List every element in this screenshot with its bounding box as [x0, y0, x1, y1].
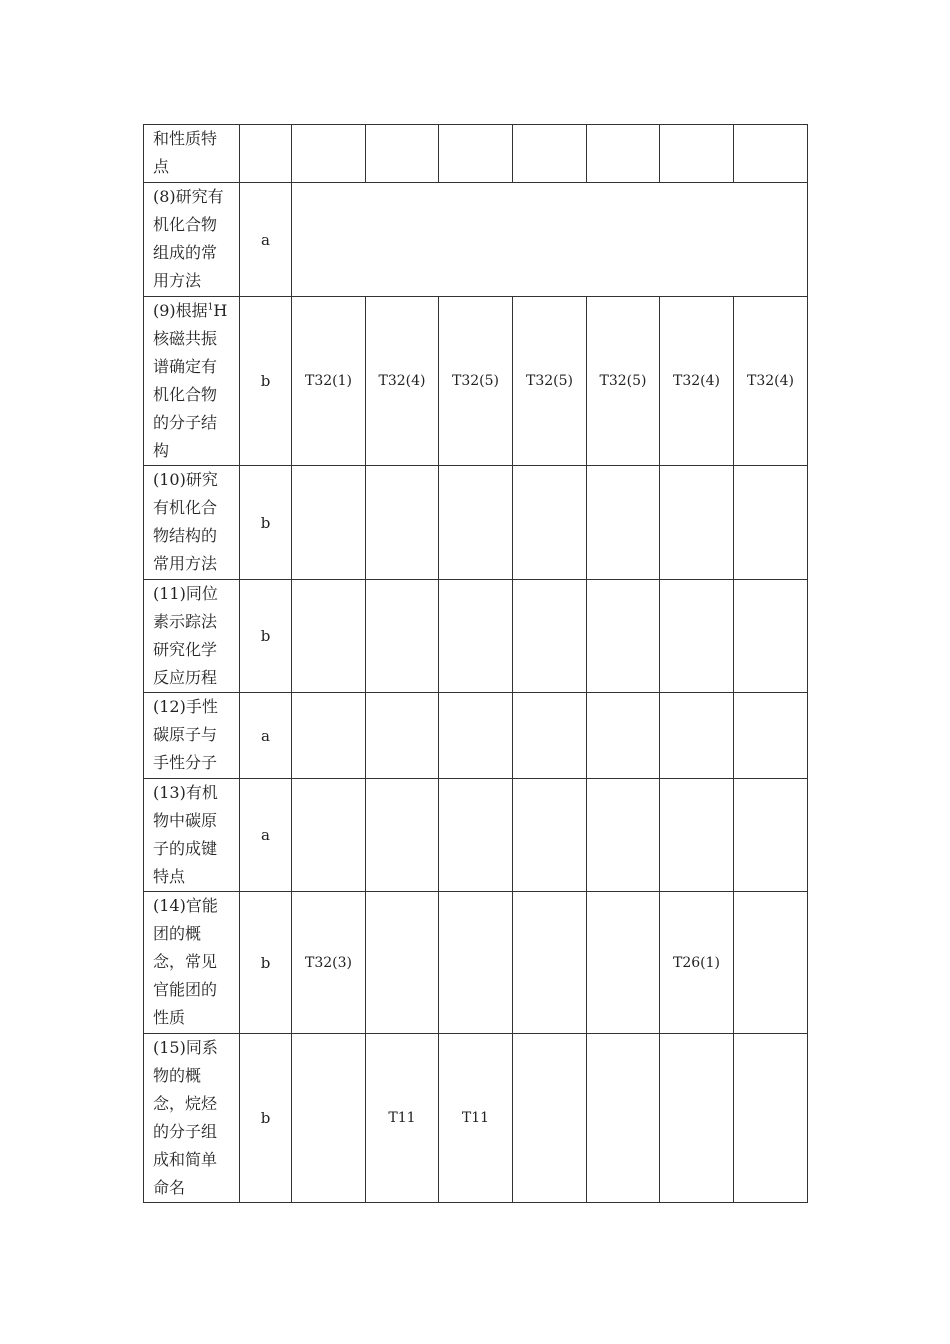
- item-cell: [587, 580, 660, 693]
- item-cell: [292, 580, 366, 693]
- table-row: [144, 125, 808, 183]
- topic-cell: (11)同位素示踪法研究化学反应历程: [144, 580, 240, 693]
- item-cell: [439, 693, 513, 779]
- item-cell: [366, 466, 439, 580]
- item-cell: [292, 779, 366, 892]
- level-cell: a: [240, 693, 292, 779]
- item-cell: [587, 693, 660, 779]
- item-cell: [513, 125, 587, 183]
- level-cell: [240, 125, 292, 183]
- item-cell: [660, 466, 734, 580]
- table-row: [144, 693, 808, 779]
- item-cell: [366, 892, 439, 1034]
- item-cell: [734, 580, 808, 693]
- topic-text: H核磁共振谱确定有机化合物的分子结构: [153, 301, 228, 460]
- item-cell: [366, 779, 439, 892]
- item-cell: [513, 892, 587, 1034]
- isotope-superscript: 1: [207, 302, 214, 313]
- item-cell: T32(3): [292, 892, 366, 1034]
- item-cell: [734, 693, 808, 779]
- item-cell: [513, 693, 587, 779]
- item-cell: [366, 580, 439, 693]
- item-cell: [513, 466, 587, 580]
- item-cell: T32(4): [660, 297, 734, 466]
- item-cell: T32(5): [439, 297, 513, 466]
- topic-cell: (13)有机物中碳原子的成键特点: [144, 779, 240, 892]
- empty-span-cell: [292, 183, 808, 297]
- table-row: [144, 1034, 808, 1203]
- item-cell: [292, 1034, 366, 1203]
- item-cell: [439, 892, 513, 1034]
- item-cell: [660, 1034, 734, 1203]
- level-cell: b: [240, 580, 292, 693]
- table-row: [144, 183, 808, 297]
- item-cell: [660, 580, 734, 693]
- item-cell: [587, 1034, 660, 1203]
- item-cell: T26(1): [660, 892, 734, 1034]
- item-cell: [439, 580, 513, 693]
- level-cell: b: [240, 466, 292, 580]
- table-row: [144, 580, 808, 693]
- topic-cell: (15)同系物的概念，烷烃的分子组成和简单命名: [144, 1034, 240, 1203]
- table-row: [144, 892, 808, 1034]
- item-cell: T32(5): [587, 297, 660, 466]
- topic-cell: 和性质特点: [144, 125, 240, 183]
- table-row: [144, 779, 808, 892]
- item-cell: [660, 779, 734, 892]
- item-cell: [439, 466, 513, 580]
- item-cell: T32(4): [366, 297, 439, 466]
- item-cell: [587, 125, 660, 183]
- item-cell: T11: [439, 1034, 513, 1203]
- topic-text: (9)根据: [153, 301, 208, 320]
- item-cell: [513, 779, 587, 892]
- item-cell: T32(4): [734, 297, 808, 466]
- exam-topic-table: [143, 124, 808, 1203]
- item-cell: [513, 580, 587, 693]
- level-cell: b: [240, 1034, 292, 1203]
- item-cell: [292, 466, 366, 580]
- item-cell: [660, 693, 734, 779]
- item-cell: T32(5): [513, 297, 587, 466]
- item-cell: [734, 779, 808, 892]
- item-cell: [587, 779, 660, 892]
- table-row: [144, 297, 808, 466]
- item-cell: [513, 1034, 587, 1203]
- item-cell: [587, 892, 660, 1034]
- table-row: [144, 466, 808, 580]
- item-cell: [439, 125, 513, 183]
- item-cell: [734, 1034, 808, 1203]
- item-cell: T11: [366, 1034, 439, 1203]
- topic-cell: [144, 297, 240, 466]
- topic-cell: (12)手性碳原子与手性分子: [144, 693, 240, 779]
- item-cell: T32(1): [292, 297, 366, 466]
- item-cell: [292, 125, 366, 183]
- topic-cell: (8)研究有机化合物组成的常用方法: [144, 183, 240, 297]
- item-cell: [734, 892, 808, 1034]
- item-cell: [734, 125, 808, 183]
- item-cell: [439, 779, 513, 892]
- item-cell: [734, 466, 808, 580]
- item-cell: [366, 125, 439, 183]
- level-cell: b: [240, 297, 292, 466]
- item-cell: [366, 693, 439, 779]
- topic-cell: (10)研究有机化合物结构的常用方法: [144, 466, 240, 580]
- level-cell: a: [240, 183, 292, 297]
- level-cell: a: [240, 779, 292, 892]
- item-cell: [660, 125, 734, 183]
- topic-cell: (14)官能团的概念，常见官能团的性质: [144, 892, 240, 1034]
- level-cell: b: [240, 892, 292, 1034]
- item-cell: [292, 693, 366, 779]
- item-cell: [587, 466, 660, 580]
